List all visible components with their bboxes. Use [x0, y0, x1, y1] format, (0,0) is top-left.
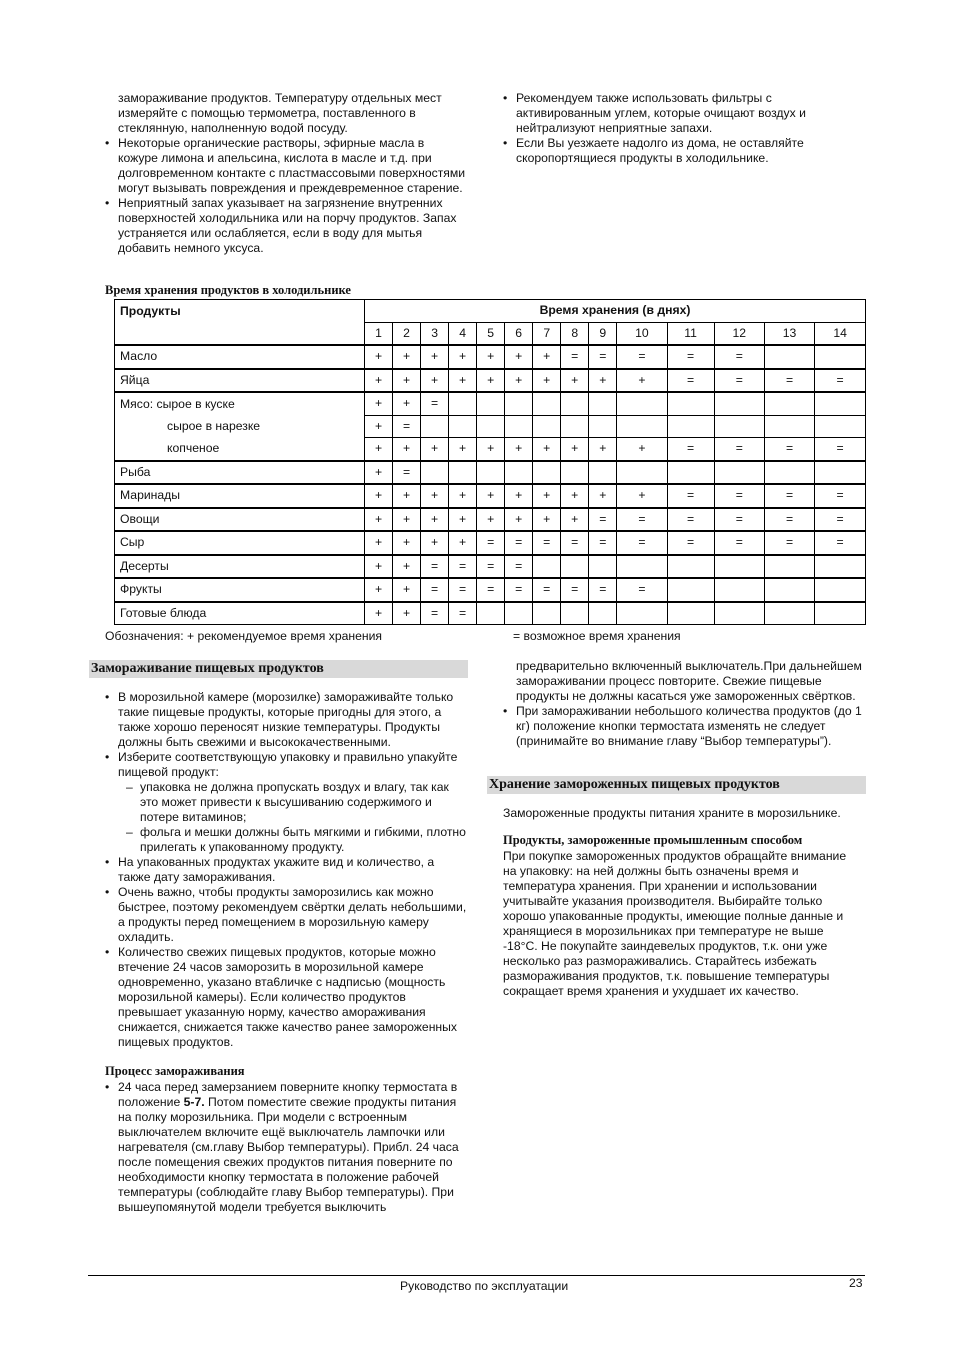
day-header: 9 — [589, 322, 617, 345]
storage-cell: = — [505, 531, 533, 555]
storage-cell — [561, 555, 589, 579]
storage-cell — [764, 578, 814, 602]
days-row — [115, 322, 866, 345]
storage-cell — [714, 461, 764, 485]
storage-cell — [421, 415, 449, 438]
storage-table — [114, 299, 866, 625]
storage-cell — [667, 392, 714, 415]
top-left-column — [105, 91, 467, 256]
storage-cell: + — [393, 555, 421, 579]
storage-cell: = — [667, 484, 714, 508]
storage-cell: + — [533, 438, 561, 461]
continuation-paragraph: предварительно включенный выключатель.При дальнейшем замораживании процесс повторите. Свежие пищевые продукты не должны касаться уже замороженных свёртков. — [516, 659, 862, 703]
top-left-bullet: • Некоторые органические растворы, эфирные масла в кожуре лимона и апельсина, кислота в масле и т.д. при долговременном контакте с пластмассовыми поверхностями могут вызывать повреждения и преждевременное старение. — [105, 136, 467, 196]
storage-cell: = — [589, 345, 617, 369]
storage-cell — [667, 578, 714, 602]
storage-cell: = — [533, 531, 561, 555]
footer-title: Руководство по эксплуатации — [400, 1279, 569, 1293]
storage-cell — [764, 392, 814, 415]
storage-cell: + — [365, 369, 393, 393]
storage-cell: + — [393, 578, 421, 602]
storage-cell: = — [667, 508, 714, 532]
header-time: Время хранения (в днях) — [365, 300, 866, 323]
storage-cell: + — [421, 345, 449, 369]
product-label: Рыба — [115, 461, 365, 485]
right-column — [503, 659, 865, 749]
table-row — [115, 438, 866, 461]
storage-cell — [477, 461, 505, 485]
storage-cell: + — [505, 369, 533, 393]
page-number: 23 — [849, 1276, 863, 1290]
storage-cell: + — [561, 508, 589, 532]
storage-cell — [764, 345, 814, 369]
storage-cell: = — [815, 531, 866, 555]
storage-cell: + — [477, 369, 505, 393]
storage-cell: + — [365, 415, 393, 438]
storage-cell — [667, 555, 714, 579]
storage-cell: = — [505, 578, 533, 602]
day-header: 7 — [533, 322, 561, 345]
storage-cell — [617, 415, 667, 438]
storage-cell: + — [617, 369, 667, 393]
process-column — [105, 1080, 467, 1215]
product-label: Сыр — [115, 531, 365, 555]
process-bullet — [105, 1080, 467, 1215]
storage-cell: = — [714, 345, 764, 369]
process-text-after: Потом поместите свежие продукты питания на полку морозильника. При модели с встроенным выключателем включите ещё выключатель лампочки или нагревателя (см.главу Выбор температуры). Прибл. 24 часа после помещения свежих продуктов питания поверните по необходимости кнопку термостата в положение рабочей температуры (соблюдайте главу Выбор температуры). При вышеупомянутой модели требуется выключить — [118, 1095, 459, 1214]
storage-cell: = — [815, 484, 866, 508]
storage-cell — [764, 415, 814, 438]
storage-cell — [617, 392, 667, 415]
storage-cell: + — [505, 484, 533, 508]
day-header: 5 — [477, 322, 505, 345]
storage-cell — [505, 392, 533, 415]
industrial-paragraph: При покупке замороженных продуктов обращайте внимание на упаковку: на ней должны быть означены время и температура хранения. При хранении и использовании учитывайте указания производителя. Выбирайте только хорошо упакованные продукты, имеющие полные данные и хранящиеся в морозильниках при температуре не выше -18°С. Не покупайте заиндевелых продуктов, т.к. они уже несколько раз размораживались. Старайтесь избежать размораживания продуктов, т.к. повышение температуры сокращает время хранения и ухудшает их качество. — [503, 849, 847, 998]
header-products-blank — [115, 322, 365, 345]
day-header: 3 — [421, 322, 449, 345]
storage-cell: + — [365, 392, 393, 415]
storage-cell — [589, 415, 617, 438]
storage-cell: = — [714, 369, 764, 393]
freezing-bullet: • На упакованных продуктах укажите вид и количество, а также дату замораживания. — [105, 855, 467, 885]
storage-cell: = — [815, 508, 866, 532]
storage-cell — [449, 415, 477, 438]
storage-cell: = — [617, 508, 667, 532]
product-label: копченое — [115, 438, 365, 461]
storage-cell: + — [533, 369, 561, 393]
storage-cell: + — [589, 369, 617, 393]
storage-cell — [667, 415, 714, 438]
storage-cell: = — [667, 531, 714, 555]
table-row — [115, 369, 866, 393]
process-bold: 5-7. — [183, 1095, 205, 1109]
top-right-bullets — [503, 91, 838, 166]
storage-cell — [815, 345, 866, 369]
product-label: Десерты — [115, 555, 365, 579]
right-bullets — [503, 704, 865, 749]
storage-cell: + — [365, 602, 393, 625]
day-header: 11 — [667, 322, 714, 345]
storage-cell — [505, 602, 533, 625]
storage-cell — [617, 461, 667, 485]
storage-cell: + — [477, 484, 505, 508]
process-bullets — [105, 1080, 467, 1215]
storage-cell: + — [477, 508, 505, 532]
storage-cell — [815, 555, 866, 579]
storage-cell: + — [365, 578, 393, 602]
storage-cell — [764, 555, 814, 579]
storage-cell: + — [365, 345, 393, 369]
storage-cell: = — [589, 531, 617, 555]
day-header: 13 — [764, 322, 814, 345]
storage-cell: + — [393, 438, 421, 461]
storage-cell: = — [714, 484, 764, 508]
storage-cell: = — [589, 508, 617, 532]
storage-cell: + — [421, 508, 449, 532]
freezing-bullet-text: Изберите соответствующую упаковку и правильно упакуйте пищевой продукт: — [118, 750, 458, 779]
table-title: Время хранения продуктов в холодильнике — [105, 283, 351, 297]
freezing-bullet: • В морозильной камере (морозилке) замораживайте только такие пищевые продукты, которые пригодны для этого, а также хорошо переносят низкие температуры. Продукты должны быть свежими и высококачественными. — [105, 690, 467, 750]
day-header: 14 — [815, 322, 866, 345]
storage-cell — [815, 392, 866, 415]
storage-cell: = — [764, 369, 814, 393]
storage-cell: + — [449, 531, 477, 555]
legend-right: = возможное время хранения — [513, 629, 681, 643]
day-header: 6 — [505, 322, 533, 345]
storage-cell — [617, 555, 667, 579]
storage-cell — [561, 415, 589, 438]
storage-cell: + — [449, 484, 477, 508]
storage-cell: = — [764, 438, 814, 461]
storage-cell: = — [667, 438, 714, 461]
table-row — [115, 602, 866, 625]
storage-cell: = — [617, 531, 667, 555]
top-left-bullets — [105, 136, 467, 256]
storage-cell: + — [505, 345, 533, 369]
storage-cell: = — [421, 555, 449, 579]
storage-cell — [714, 392, 764, 415]
storage-cell — [589, 555, 617, 579]
storage-cell: + — [365, 555, 393, 579]
storage-cell — [714, 578, 764, 602]
table-row — [115, 555, 866, 579]
storage-cell — [714, 602, 764, 625]
packaging-dashes — [118, 780, 467, 855]
storage-cell: + — [617, 484, 667, 508]
storage-cell — [561, 461, 589, 485]
storage-cell: + — [533, 484, 561, 508]
storage-cell — [589, 392, 617, 415]
storage-cell: = — [477, 555, 505, 579]
storage-cell — [561, 392, 589, 415]
storage-cell: = — [561, 578, 589, 602]
table-row — [115, 345, 866, 369]
legend-left: Обозначения: + рекомендуемое время хранения — [105, 629, 383, 643]
storage-cell: = — [477, 531, 505, 555]
table-row — [115, 578, 866, 602]
storage-cell: = — [449, 555, 477, 579]
table-row — [115, 531, 866, 555]
storage-cell: + — [477, 438, 505, 461]
process-heading: Процесс замораживания — [105, 1064, 245, 1078]
product-label: Готовые блюда — [115, 602, 365, 625]
storage-cell: + — [533, 345, 561, 369]
storage-cell — [815, 578, 866, 602]
storage-cell: = — [421, 392, 449, 415]
product-label: Яйца — [115, 369, 365, 393]
freezing-heading: Замораживание пищевых продуктов — [89, 660, 468, 678]
storage-cell: + — [589, 484, 617, 508]
storage-cell — [449, 461, 477, 485]
storage-cell: = — [589, 578, 617, 602]
storage-cell: = — [449, 602, 477, 625]
table-row — [115, 484, 866, 508]
storage-cell: = — [533, 578, 561, 602]
storage-cell: = — [667, 369, 714, 393]
storage-cell: = — [421, 602, 449, 625]
packaging-dash-item: – упаковка не должна пропускать воздух и влагу, так как это может привести к высушиванию содержимого и потере витаминов; — [118, 780, 467, 825]
storage-cell: = — [667, 345, 714, 369]
storage-cell — [533, 392, 561, 415]
storage-cell — [477, 602, 505, 625]
product-label: Мясо: сырое в куске — [115, 392, 365, 415]
process-text-before: 24 часа перед замерзанием поверните кнопку термостата в положение — [118, 1080, 458, 1109]
storage-cell — [589, 602, 617, 625]
storage-cell: = — [714, 438, 764, 461]
storage-cell: + — [421, 531, 449, 555]
storage-cell — [533, 461, 561, 485]
day-header: 12 — [714, 322, 764, 345]
day-header: 8 — [561, 322, 589, 345]
storage-cell: + — [449, 438, 477, 461]
storage-cell: = — [449, 578, 477, 602]
top-right-bullet: • Если Вы уезжаете надолго из дома, не оставляйте скоропортящиеся продукты в холодильнике. — [503, 136, 838, 166]
storage-cell: = — [714, 508, 764, 532]
storage-cell: + — [393, 508, 421, 532]
storage-cell: = — [561, 531, 589, 555]
storage-cell: + — [561, 438, 589, 461]
storage-cell: = — [764, 484, 814, 508]
storage-cell — [533, 555, 561, 579]
storage-cell: + — [365, 438, 393, 461]
frozen-storage-text: Замороженные продукты питания храните в морозильнике. — [503, 806, 841, 820]
storage-cell: = — [421, 578, 449, 602]
storage-cell: + — [365, 484, 393, 508]
storage-cell — [533, 415, 561, 438]
storage-cell — [589, 461, 617, 485]
storage-cell: + — [393, 531, 421, 555]
day-header: 2 — [393, 322, 421, 345]
storage-cell — [764, 602, 814, 625]
storage-cell: + — [393, 484, 421, 508]
frozen-storage-heading: Хранение замороженных пищевых продуктов — [487, 776, 866, 794]
storage-cell: + — [393, 602, 421, 625]
top-left-bullet: • Неприятный запах указывает на загрязнение внутренних поверхностей холодильника или на порчу продуктов. Запах устраняется или ослабляется, если в воду для мытья добавить немного уксуса. — [105, 196, 467, 256]
storage-cell — [714, 415, 764, 438]
freezing-column — [105, 690, 467, 1050]
storage-cell — [561, 602, 589, 625]
storage-cell: = — [617, 345, 667, 369]
day-header: 4 — [449, 322, 477, 345]
storage-cell: = — [505, 555, 533, 579]
storage-cell: = — [815, 438, 866, 461]
product-label: сырое в нарезке — [115, 415, 365, 438]
storage-cell — [764, 461, 814, 485]
storage-cell: = — [393, 415, 421, 438]
product-label: Овощи — [115, 508, 365, 532]
storage-cell: = — [393, 461, 421, 485]
storage-cell — [815, 602, 866, 625]
storage-cell: + — [477, 345, 505, 369]
freezing-bullet — [105, 750, 467, 855]
storage-cell: + — [365, 461, 393, 485]
packaging-dash-item: – фольга и мешки должны быть мягкими и гибкими, плотно прилегать к упакованному продукту. — [118, 825, 467, 855]
table-row — [115, 415, 866, 438]
storage-cell — [421, 461, 449, 485]
storage-cell: + — [449, 508, 477, 532]
storage-cell: + — [617, 438, 667, 461]
storage-cell: = — [764, 531, 814, 555]
top-right-column — [503, 91, 838, 166]
footer-rule — [88, 1275, 865, 1276]
storage-cell — [533, 602, 561, 625]
storage-cell — [477, 415, 505, 438]
freezing-bullet: • Количество свежих пищевых продуктов, которые можно втечение 24 часов заморозить в морозильной камере одновременно, указано вта6личке с надписью (мощность морозильной камеры). Если количество продуктов превышает указанную норму, качество амораживания снижается, снижается также качество ранее замороженных пищевых продуктов. — [105, 945, 467, 1050]
storage-cell: + — [421, 369, 449, 393]
industrial-subheading: Продукты, замороженные промышленным способом — [503, 833, 803, 847]
day-header: 1 — [365, 322, 393, 345]
storage-cell: + — [589, 438, 617, 461]
storage-cell: + — [505, 438, 533, 461]
storage-cell: = — [477, 578, 505, 602]
day-header: 10 — [617, 322, 667, 345]
product-label: Фрукты — [115, 578, 365, 602]
header-products: Продукты — [115, 300, 365, 323]
storage-cell — [815, 415, 866, 438]
storage-cell: + — [393, 369, 421, 393]
storage-cell — [815, 461, 866, 485]
storage-cell — [617, 602, 667, 625]
storage-cell: + — [449, 345, 477, 369]
storage-cell: + — [561, 369, 589, 393]
storage-cell: = — [617, 578, 667, 602]
storage-cell — [449, 392, 477, 415]
freezing-bullet: • Очень важно, чтобы продукты заморозились как можно быстрее, поэтому рекомендуем свёртки делать небольшими, а продукты перед помещением в морозильную камеру охладить. — [105, 885, 467, 945]
storage-cell: = — [764, 508, 814, 532]
storage-cell: + — [533, 508, 561, 532]
storage-cell: + — [393, 345, 421, 369]
storage-cell: = — [714, 531, 764, 555]
storage-cell: + — [365, 531, 393, 555]
storage-cell: + — [421, 484, 449, 508]
freezing-bullets — [105, 690, 467, 1050]
storage-cell: + — [365, 508, 393, 532]
storage-cell: + — [449, 369, 477, 393]
storage-cell: = — [815, 369, 866, 393]
product-label: Маринады — [115, 484, 365, 508]
storage-cell — [505, 415, 533, 438]
storage-cell — [667, 461, 714, 485]
storage-cell — [714, 555, 764, 579]
right-bullet: • При замораживании небольшого количества продуктов (до 1 кг) положение кнопки термостата изменять не следует (принимайте во внимание главу “Выбор температуры”). — [503, 704, 865, 749]
storage-cell: = — [561, 345, 589, 369]
storage-cell: + — [561, 484, 589, 508]
storage-cell: + — [505, 508, 533, 532]
storage-cell — [505, 461, 533, 485]
product-label: Масло — [115, 345, 365, 369]
storage-cell: + — [421, 438, 449, 461]
intro-paragraph: замораживание продуктов. Температуру отдельных мест измеряйте с помощью термометра, поставленного в стеклянную, наполненную водой посуду. — [118, 91, 442, 135]
table-row — [115, 508, 866, 532]
top-right-bullet: • Рекомендуем также использовать фильтры с активированным углем, которые очищают воздух и нейтрализуют неприятные запахи. — [503, 91, 838, 136]
table-row — [115, 461, 866, 485]
storage-cell — [667, 602, 714, 625]
table-row — [115, 392, 866, 415]
storage-cell: + — [393, 392, 421, 415]
storage-cell — [477, 392, 505, 415]
